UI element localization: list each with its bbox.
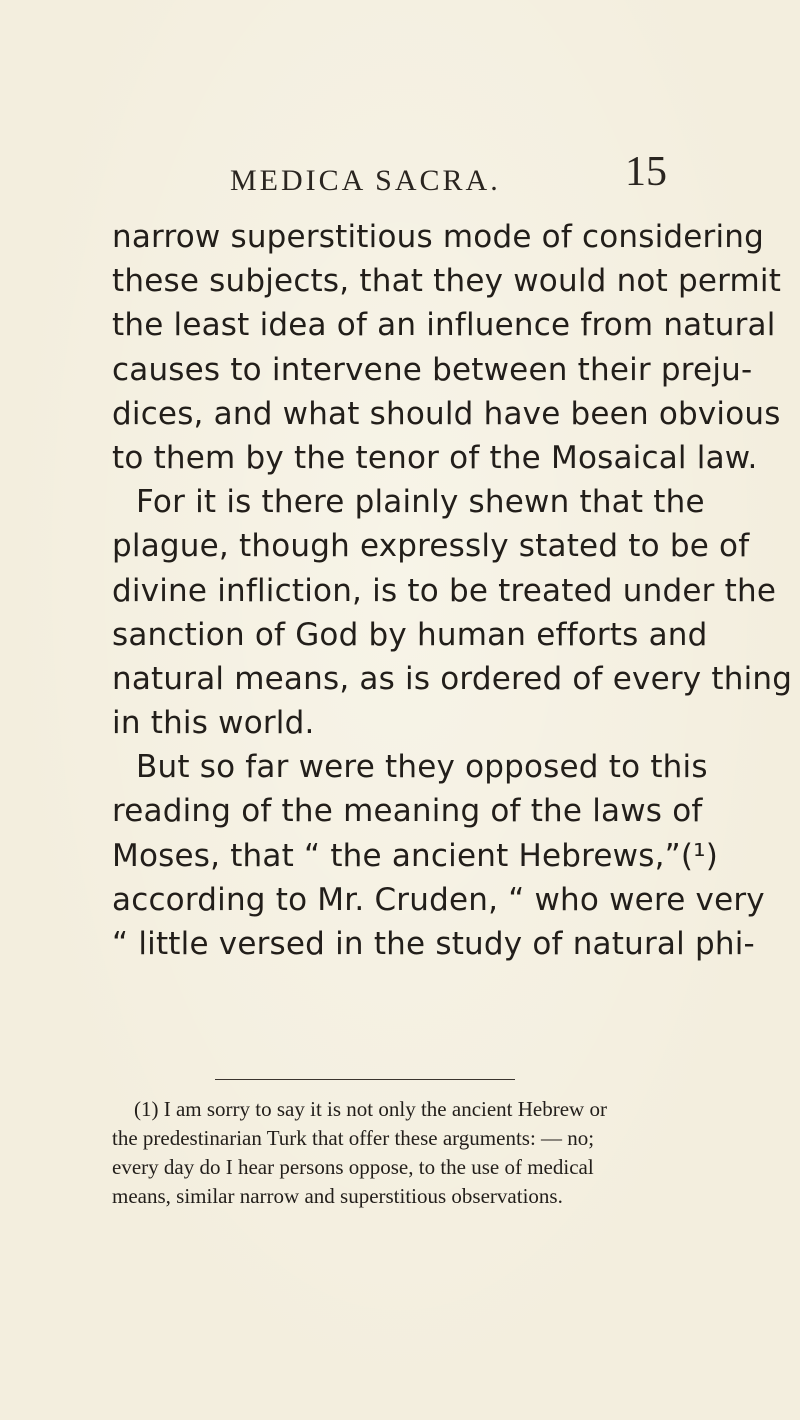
footnote — [112, 1095, 712, 1211]
footnote-line: every day do I hear persons oppose, to the use of medical — [112, 1155, 594, 1179]
text-line: causes to intervene between their preju- — [112, 351, 753, 388]
text-line: “ little versed in the study of natural phi- — [112, 926, 755, 962]
text-line: divine infliction, is to be treated under the — [112, 572, 777, 609]
page-header — [0, 148, 800, 198]
text-line: sanction of God by human efforts and — [112, 616, 708, 653]
text-line: But so far were they opposed to this — [136, 749, 708, 786]
text-line: reading of the meaning of the laws of — [112, 793, 703, 830]
text-line: to them by the tenor of the Mosaical law. — [112, 439, 758, 476]
text-line: Moses, that “ the ancient Hebrews,”(¹) — [112, 837, 719, 874]
running-head: MEDICA SACRA. — [230, 164, 501, 197]
text-line: plague, though expressly stated to be of — [112, 528, 750, 565]
footnote-line: means, similar narrow and superstitious observations. — [112, 1184, 563, 1208]
page-number: 15 — [625, 149, 667, 195]
text-line: according to Mr. Cruden, “ who were very — [112, 881, 765, 918]
text-line: dices, and what should have been obvious — [112, 395, 781, 432]
text-line: natural means, as is ordered of every thing — [112, 660, 793, 697]
footnote-line: the predestinarian Turk that offer these arguments: — no; — [112, 1126, 595, 1150]
text-line: For it is there plainly shewn that the — [136, 484, 705, 521]
text-line: the least idea of an influence from natural — [112, 307, 776, 344]
footnote-line: (1) I am sorry to say it is not only the ancient Hebrew or — [134, 1097, 607, 1121]
footnote-rule — [215, 1079, 515, 1080]
text-line: in this world. — [112, 705, 315, 742]
text-line: narrow superstitious mode of considering — [112, 219, 765, 255]
body-text — [112, 215, 793, 966]
text-line: these subjects, that they would not permit — [112, 263, 782, 300]
